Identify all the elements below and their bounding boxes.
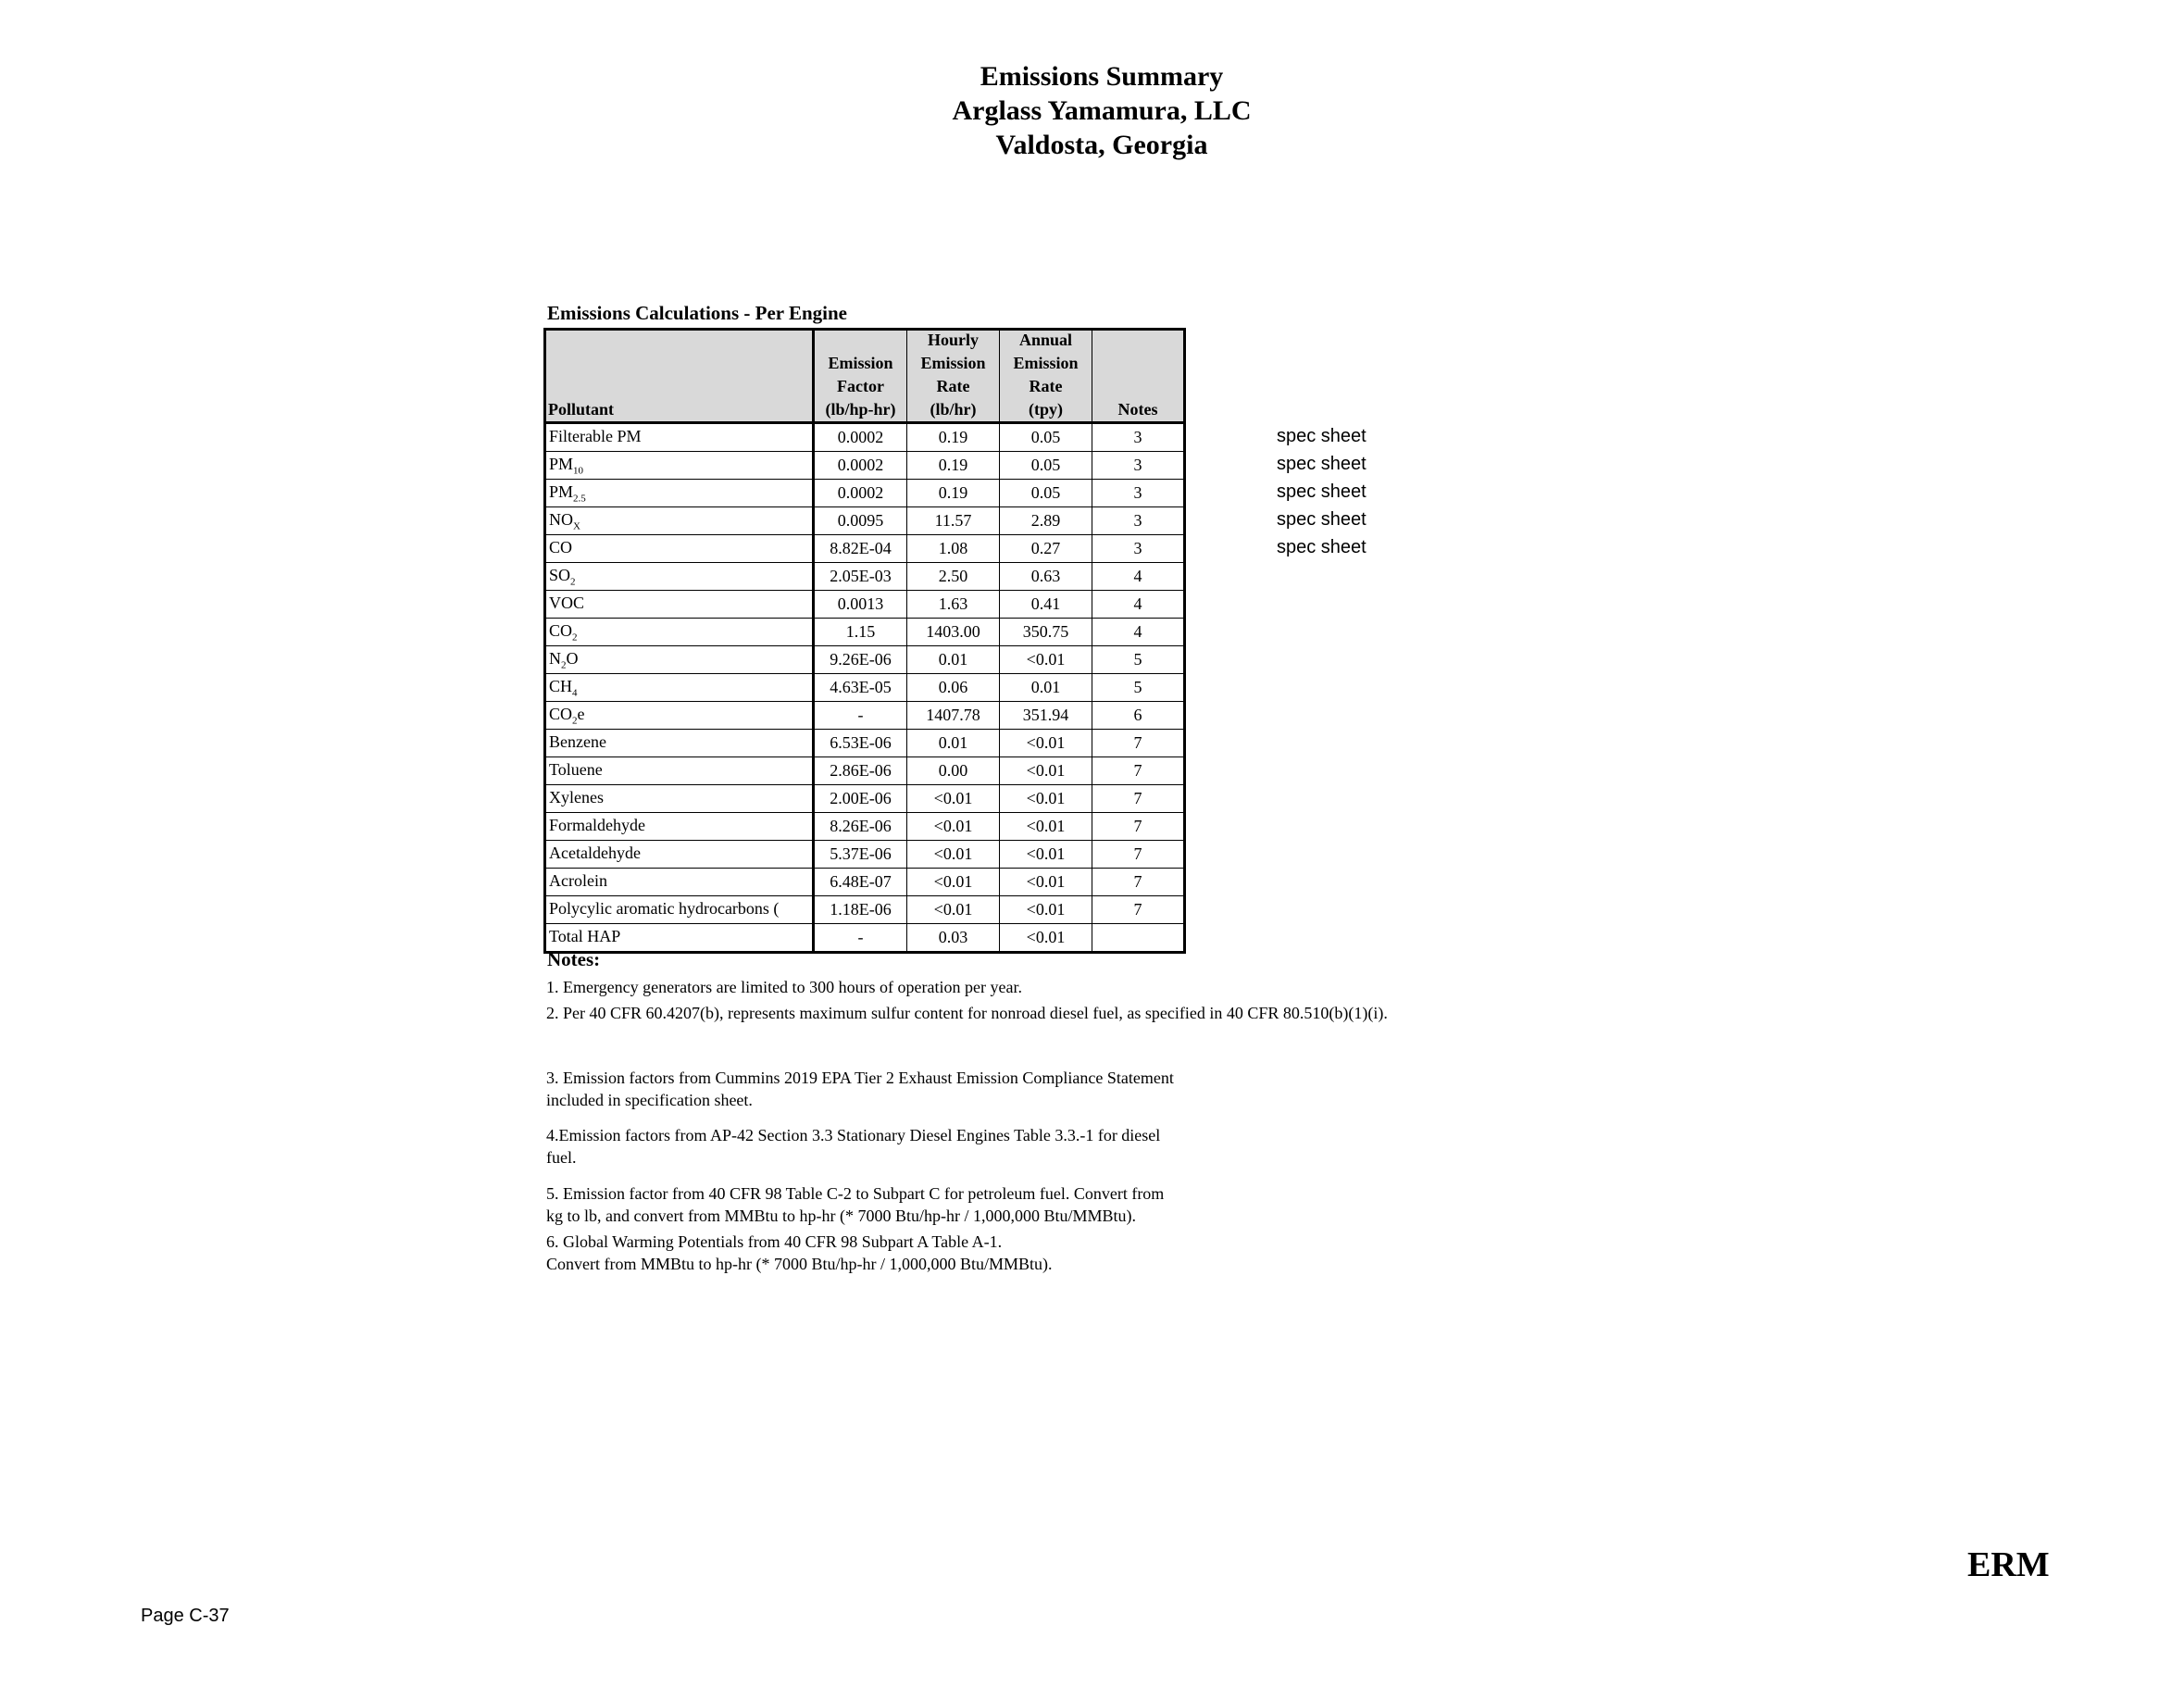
hourly-rate-cell: 1403.00 [907,619,1000,646]
note-ref-cell: 3 [1092,535,1185,563]
annual-rate-cell: 351.94 [1000,702,1092,730]
document-title [0,59,2184,162]
note-ref-cell: 4 [1092,619,1185,646]
pollutant-cell: $PM_{2.5}$ [545,480,814,507]
note-4: 4.Emission factors from AP-42 Section 3.3 Stationary Diesel Engines Table 3.3.-1 for diesel fuel. [546,1126,1161,1167]
annual-rate-cell: 0.63 [1000,563,1092,591]
hourly-rate-cell: <0.01 [907,896,1000,924]
note-ref-cell: 7 [1092,785,1185,813]
erm-logo: ERM [1967,1545,2050,1584]
hourly-rate-cell: 2.50 [907,563,1000,591]
hourly-rate-cell: <0.01 [907,869,1000,896]
hourly-rate-cell: 0.03 [907,924,1000,953]
pollutant-cell: Formaldehyde [545,813,814,841]
table-row [545,841,1185,869]
hourly-rate-cell: 11.57 [907,507,1000,535]
emission-factor-cell: 4.63E-05 [814,674,907,702]
table-row [545,646,1185,674]
col-header-notes: Notes [1092,330,1185,423]
annual-rate-cell: <0.01 [1000,646,1092,674]
pollutant-cell: Benzene [545,730,814,757]
pollutant-cell: $CO_2$ [545,619,814,646]
table-row [545,563,1185,591]
emission-factor-cell: 8.26E-06 [814,813,907,841]
spec-sheet-label: spec sheet [1277,426,1367,446]
table-row [545,924,1185,953]
note-ref-cell: 5 [1092,646,1185,674]
notes-title: Notes: [547,948,601,970]
hourly-rate-cell: <0.01 [907,785,1000,813]
table-row [545,480,1185,507]
hourly-rate-cell: <0.01 [907,813,1000,841]
emission-factor-cell: 2.86E-06 [814,757,907,785]
annual-rate-cell: <0.01 [1000,924,1092,953]
annual-rate-cell: <0.01 [1000,785,1092,813]
pollutant-cell: Polycylic aromatic hydrocarbons ( [545,896,814,924]
annual-rate-cell: 0.05 [1000,423,1092,452]
emission-factor-cell: - [814,924,907,953]
table-row [545,619,1185,646]
pollutant-cell: Acrolein [545,869,814,896]
table-row [545,896,1185,924]
table-row [545,785,1185,813]
hourly-rate-cell: 0.19 [907,452,1000,480]
table-row [545,813,1185,841]
annual-rate-cell: 0.05 [1000,480,1092,507]
page-number: Page C-37 [141,1606,230,1626]
note-ref-cell [1092,924,1185,953]
note-ref-cell: 7 [1092,730,1185,757]
emission-factor-cell: 1.15 [814,619,907,646]
note-ref-cell: 7 [1092,757,1185,785]
pollutant-cell: $PM_{10}$ [545,452,814,480]
hourly-rate-cell: 0.19 [907,480,1000,507]
note-ref-cell: 4 [1092,563,1185,591]
pollutant-cell: Total HAP [545,924,814,953]
pollutant-cell: $NO_X$ [545,507,814,535]
pollutant-cell: CO [545,535,814,563]
spec-sheet-label: spec sheet [1277,454,1367,474]
pollutant-cell: Acetaldehyde [545,841,814,869]
pollutant-cell: $CO_2e$ [545,702,814,730]
title-line-1: Emissions Summary [980,61,1224,92]
hourly-rate-cell: 1.63 [907,591,1000,619]
pollutant-cell: $CH_4$ [545,674,814,702]
annual-rate-cell: 350.75 [1000,619,1092,646]
table-caption: Emissions Calculations - Per Engine [547,302,847,324]
pollutant-cell: $SO_2$ [545,563,814,591]
col-header-annual-rate: Annual Emission Rate (tpy) [1000,330,1092,423]
hourly-rate-cell: <0.01 [907,841,1000,869]
note-5: 5. Emission factor from 40 CFR 98 Table C-2 to Subpart C for petroleum fuel. Convert from kg to lb, and convert from MMBtu to hp-hr (* 7000 Btu/hp-hr / 1,000,000 Btu/MMBtu). [546,1184,1165,1225]
emission-factor-cell: 6.48E-07 [814,869,907,896]
spec-sheet-labels [1277,422,1367,561]
table-row [545,507,1185,535]
note-ref-cell: 7 [1092,896,1185,924]
pollutant-cell: VOC [545,591,814,619]
note-ref-cell: 7 [1092,813,1185,841]
table-row [545,757,1185,785]
col-header-pollutant: Pollutant [545,330,814,423]
annual-rate-cell: <0.01 [1000,757,1092,785]
note-3: 3. Emission factors from Cummins 2019 EPA Tier 2 Exhaust Emission Compliance Statement included in specification sheet. [546,1069,1174,1109]
hourly-rate-cell: 0.00 [907,757,1000,785]
emission-factor-cell: 9.26E-06 [814,646,907,674]
emissions-table [543,328,1186,954]
note-2: 2. Per 40 CFR 60.4207(b), represents maximum sulfur content for nonroad diesel fuel, as specified in 40 CFR 80.510(b)(1)(i). [546,1004,1388,1022]
table-row [545,674,1185,702]
emission-factor-cell: 6.53E-06 [814,730,907,757]
annual-rate-cell: <0.01 [1000,841,1092,869]
col-header-emission-factor: Emission Factor (lb/hp-hr) [814,330,907,423]
table-row [545,591,1185,619]
title-line-3: Valdosta, Georgia [995,130,1208,160]
emission-factor-cell: 1.18E-06 [814,896,907,924]
annual-rate-cell: <0.01 [1000,869,1092,896]
annual-rate-cell: <0.01 [1000,896,1092,924]
annual-rate-cell: 0.05 [1000,452,1092,480]
emission-factor-cell: 0.0002 [814,452,907,480]
annual-rate-cell: 0.01 [1000,674,1092,702]
table-row [545,452,1185,480]
emission-factor-cell: 8.82E-04 [814,535,907,563]
hourly-rate-cell: 0.01 [907,646,1000,674]
note-1: 1. Emergency generators are limited to 300 hours of operation per year. [546,978,1022,996]
emission-factor-cell: 0.0002 [814,423,907,452]
table-row [545,730,1185,757]
spec-sheet-label: spec sheet [1277,537,1367,557]
hourly-rate-cell: 0.19 [907,423,1000,452]
emission-factor-cell: - [814,702,907,730]
note-ref-cell: 3 [1092,507,1185,535]
spec-sheet-label: spec sheet [1277,481,1367,502]
note-ref-cell: 3 [1092,480,1185,507]
table-header-row [545,330,1185,423]
emission-factor-cell: 0.0002 [814,480,907,507]
pollutant-cell: Toluene [545,757,814,785]
hourly-rate-cell: 1407.78 [907,702,1000,730]
emission-factor-cell: 0.0013 [814,591,907,619]
emission-factor-cell: 2.00E-06 [814,785,907,813]
title-line-2: Arglass Yamamura, LLC [952,95,1252,126]
table-row [545,702,1185,730]
note-ref-cell: 6 [1092,702,1185,730]
note-ref-cell: 5 [1092,674,1185,702]
emission-factor-cell: 2.05E-03 [814,563,907,591]
hourly-rate-cell: 0.01 [907,730,1000,757]
table-row [545,535,1185,563]
note-ref-cell: 4 [1092,591,1185,619]
pollutant-cell: Filterable PM [545,423,814,452]
note-ref-cell: 3 [1092,452,1185,480]
annual-rate-cell: <0.01 [1000,730,1092,757]
note-ref-cell: 7 [1092,869,1185,896]
annual-rate-cell: 2.89 [1000,507,1092,535]
pollutant-cell: Xylenes [545,785,814,813]
hourly-rate-cell: 0.06 [907,674,1000,702]
emission-factor-cell: 0.0095 [814,507,907,535]
hourly-rate-cell: 1.08 [907,535,1000,563]
annual-rate-cell: 0.41 [1000,591,1092,619]
note-ref-cell: 3 [1092,423,1185,452]
note-ref-cell: 7 [1092,841,1185,869]
annual-rate-cell: <0.01 [1000,813,1092,841]
table-row [545,869,1185,896]
annual-rate-cell: 0.27 [1000,535,1092,563]
emission-factor-cell: 5.37E-06 [814,841,907,869]
pollutant-cell: $N_2O$ [545,646,814,674]
note-6: 6. Global Warming Potentials from 40 CFR 98 Subpart A Table A-1. Convert from MMBtu to hp-hr (* 7000 Btu/hp-hr / 1,000,000 Btu/MMBtu). [546,1232,1053,1273]
table-row [545,423,1185,452]
col-header-hourly-rate: Hourly Emission Rate (lb/hr) [907,330,1000,423]
spec-sheet-label: spec sheet [1277,509,1367,530]
